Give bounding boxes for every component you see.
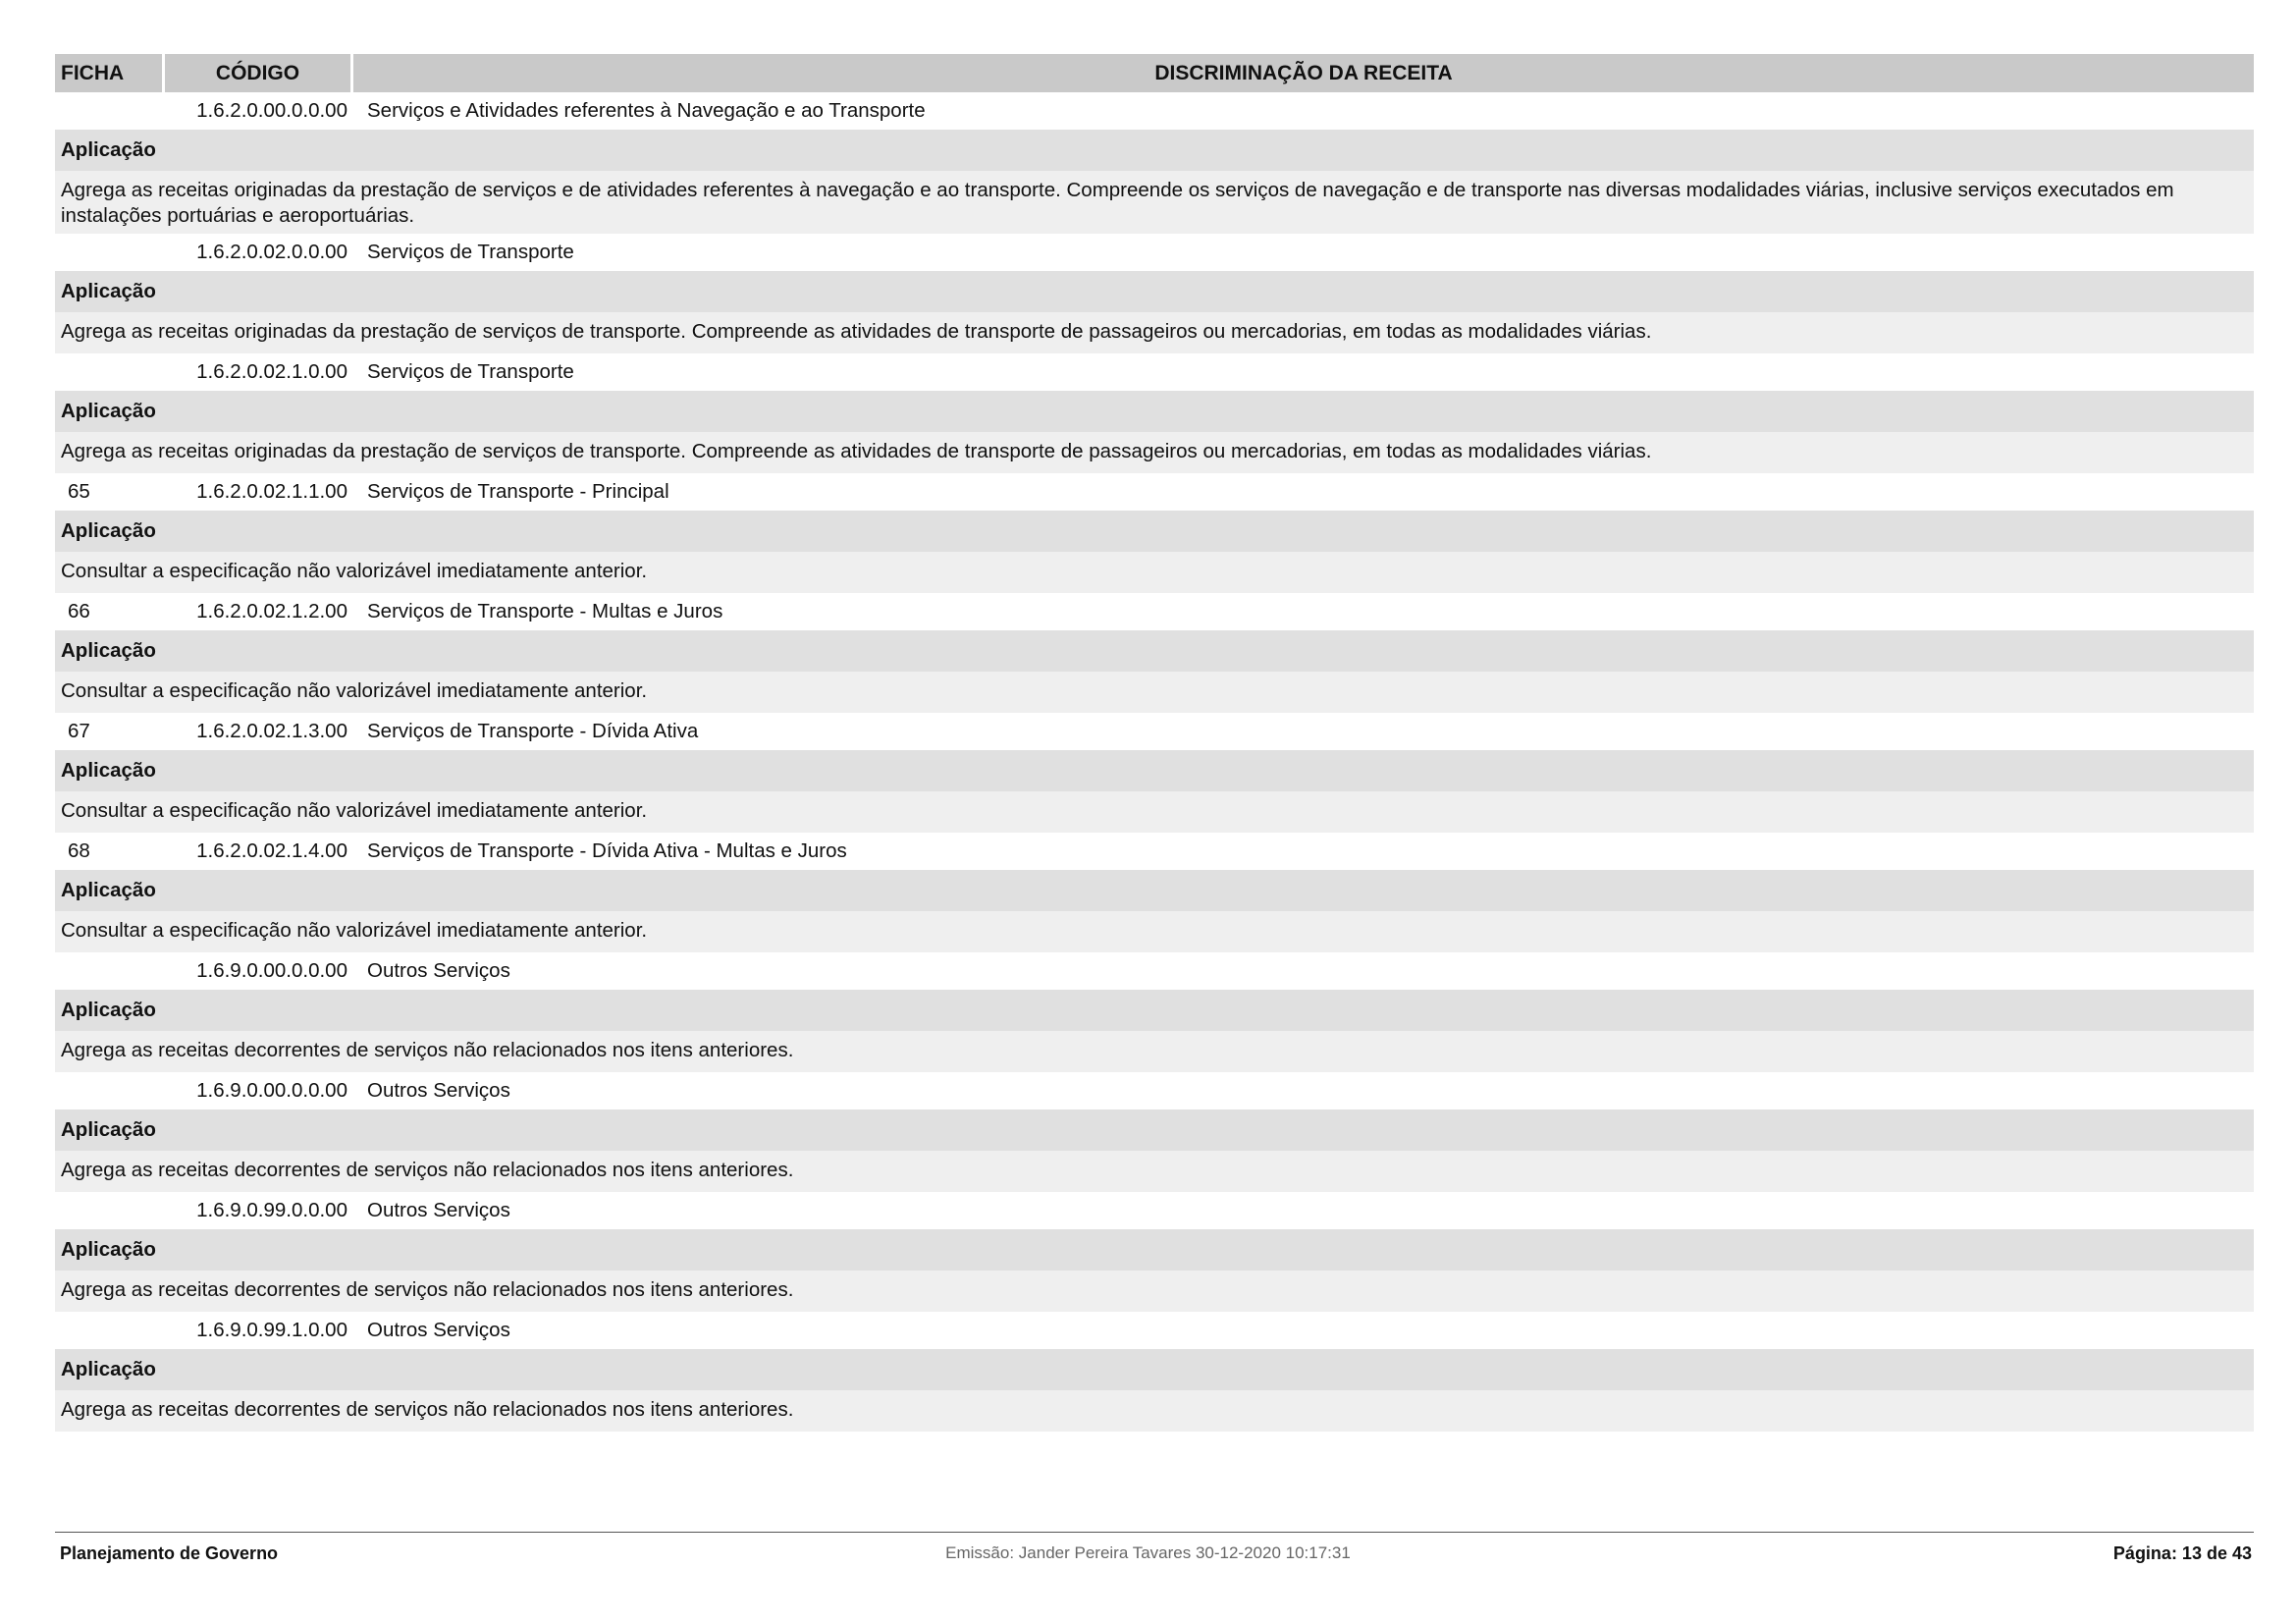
revenue-description: Serviços de Transporte - Multas e Juros: [367, 600, 723, 622]
code-row: [55, 473, 2254, 511]
footer-emission: Emissão: Jander Pereira Tavares 30-12-2020 10:17:31: [945, 1543, 1351, 1562]
revenue-report-table: [55, 54, 2254, 1432]
aplicacao-label: Aplicação: [55, 130, 2254, 171]
entry: [55, 1072, 2254, 1192]
revenue-description: Outros Serviços: [367, 1079, 510, 1102]
entry: [55, 92, 2254, 234]
revenue-description: Outros Serviços: [367, 959, 510, 982]
revenue-description: Serviços de Transporte - Dívida Ativa: [367, 720, 699, 742]
aplicacao-text: Agrega as receitas originadas da prestação de serviços e de atividades referentes à navegação e ao transporte. Compreende os serviços de navegação e de transporte nas diversas modalidades viárias, inclusive serviços executados em instalações portuárias e aeroportuárias.: [55, 171, 2254, 234]
aplicacao-label: Aplicação: [55, 990, 2254, 1031]
ficha-number: 67: [68, 720, 90, 742]
aplicacao-text: Agrega as receitas decorrentes de serviços não relacionados nos itens anteriores.: [55, 1271, 2254, 1312]
aplicacao-text: Agrega as receitas decorrentes de serviços não relacionados nos itens anteriores.: [55, 1031, 2254, 1072]
revenue-description: Serviços de Transporte: [367, 241, 574, 263]
entry: [55, 833, 2254, 952]
aplicacao-label: Aplicação: [55, 271, 2254, 312]
footer-divider: [55, 1532, 2254, 1533]
revenue-code: 1.6.2.0.02.0.0.00: [196, 241, 347, 263]
revenue-code: 1.6.9.0.99.1.0.00: [196, 1319, 347, 1341]
revenue-description: Serviços de Transporte: [367, 360, 574, 383]
aplicacao-label: Aplicação: [55, 870, 2254, 911]
entry: [55, 234, 2254, 353]
entry: [55, 713, 2254, 833]
aplicacao-label: Aplicação: [55, 1229, 2254, 1271]
entry: [55, 1312, 2254, 1432]
revenue-code: 1.6.9.0.00.0.0.00: [196, 1079, 347, 1102]
footer-page-number: Página: 13 de 43: [2112, 1543, 2252, 1563]
code-row: [55, 952, 2254, 990]
code-row: [55, 353, 2254, 391]
code-row: [55, 234, 2254, 271]
revenue-description: Outros Serviços: [367, 1319, 510, 1341]
aplicacao-text: Agrega as receitas originadas da prestação de serviços de transporte. Compreende as atividades de transporte de passageiros ou mercadorias, em todas as modalidades viárias.: [55, 432, 2254, 473]
aplicacao-text: Agrega as receitas decorrentes de serviços não relacionados nos itens anteriores.: [55, 1151, 2254, 1192]
header-ficha: FICHA: [61, 61, 125, 84]
revenue-description: Outros Serviços: [367, 1199, 510, 1221]
aplicacao-label: Aplicação: [55, 1109, 2254, 1151]
code-row: [55, 833, 2254, 870]
table-header: [55, 54, 2254, 92]
aplicacao-label: Aplicação: [55, 511, 2254, 552]
aplicacao-text: Consultar a especificação não valorizável imediatamente anterior.: [55, 911, 2254, 952]
code-row: [55, 92, 2254, 130]
ficha-number: 68: [68, 839, 90, 862]
revenue-code: 1.6.2.0.02.1.1.00: [196, 480, 347, 503]
revenue-code: 1.6.2.0.02.1.2.00: [196, 600, 347, 622]
code-row: [55, 1312, 2254, 1349]
entry: [55, 473, 2254, 593]
entry: [55, 353, 2254, 473]
ficha-number: 65: [68, 480, 90, 503]
revenue-code: 1.6.2.0.02.1.4.00: [196, 839, 347, 862]
aplicacao-text: Consultar a especificação não valorizável imediatamente anterior.: [55, 672, 2254, 713]
code-row: [55, 713, 2254, 750]
revenue-code: 1.6.2.0.00.0.0.00: [196, 99, 347, 122]
revenue-code: 1.6.9.0.00.0.0.00: [196, 959, 347, 982]
entry: [55, 593, 2254, 713]
code-row: [55, 593, 2254, 630]
aplicacao-label: Aplicação: [55, 1349, 2254, 1390]
aplicacao-label: Aplicação: [55, 391, 2254, 432]
revenue-code: 1.6.9.0.99.0.0.00: [196, 1199, 347, 1221]
revenue-code: 1.6.2.0.02.1.3.00: [196, 720, 347, 742]
aplicacao-label: Aplicação: [55, 630, 2254, 672]
code-row: [55, 1192, 2254, 1229]
revenue-description: Serviços de Transporte - Principal: [367, 480, 669, 503]
aplicacao-text: Agrega as receitas originadas da prestação de serviços de transporte. Compreende as atividades de transporte de passageiros ou mercadorias, em todas as modalidades viárias.: [55, 312, 2254, 353]
footer-department: Planejamento de Governo: [60, 1543, 279, 1563]
revenue-code: 1.6.2.0.02.1.0.00: [196, 360, 347, 383]
aplicacao-text: Consultar a especificação não valorizável imediatamente anterior.: [55, 791, 2254, 833]
header-discriminacao: DISCRIMINAÇÃO DA RECEITA: [1154, 61, 1453, 84]
code-row: [55, 1072, 2254, 1109]
aplicacao-text: Agrega as receitas decorrentes de serviços não relacionados nos itens anteriores.: [55, 1390, 2254, 1432]
entry: [55, 1192, 2254, 1312]
revenue-description: Serviços de Transporte - Dívida Ativa - Multas e Juros: [367, 839, 847, 862]
revenue-description: Serviços e Atividades referentes à Navegação e ao Transporte: [367, 99, 926, 122]
aplicacao-text: Consultar a especificação não valorizável imediatamente anterior.: [55, 552, 2254, 593]
ficha-number: 66: [68, 600, 90, 622]
aplicacao-label: Aplicação: [55, 750, 2254, 791]
header-codigo: CÓDIGO: [162, 54, 353, 92]
entry: [55, 952, 2254, 1072]
